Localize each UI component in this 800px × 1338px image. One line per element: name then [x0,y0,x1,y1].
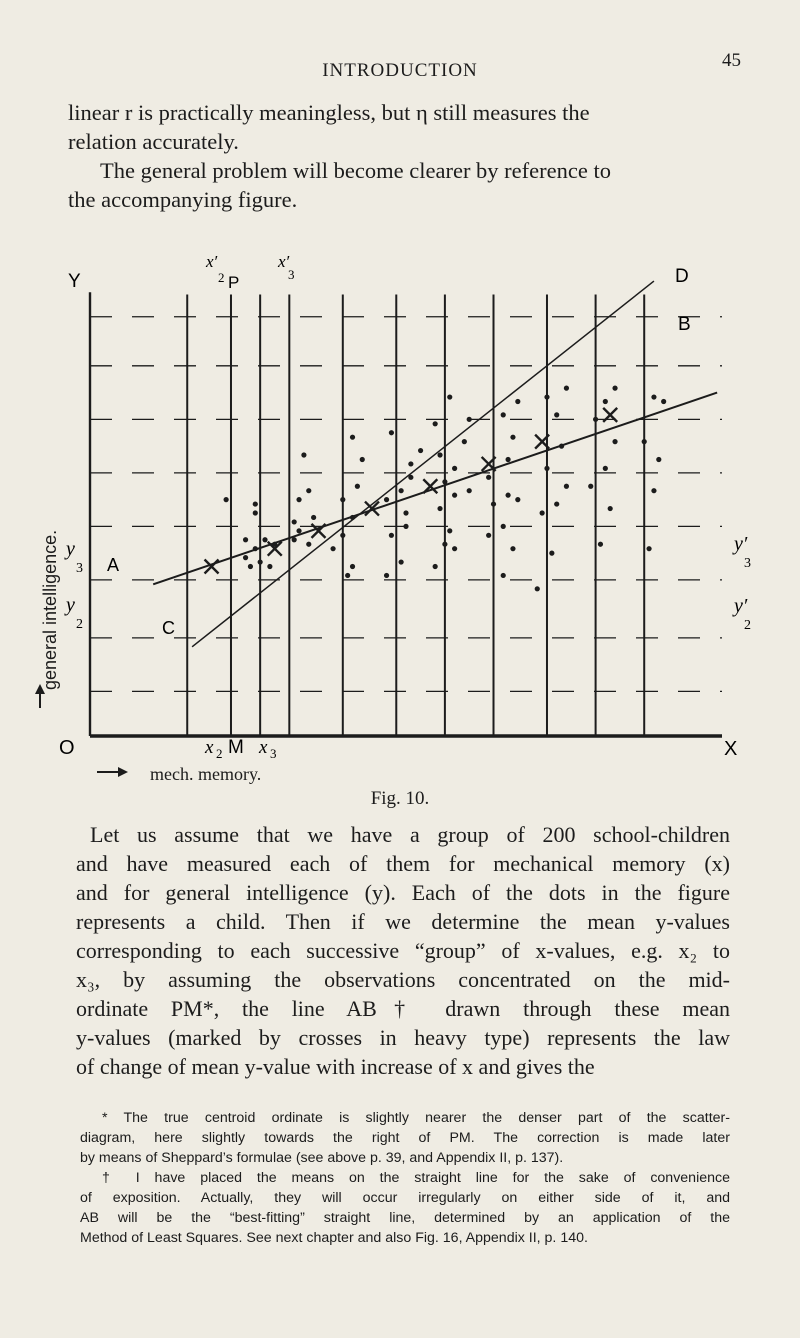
data-point [612,439,617,444]
footnote-means [80,1168,730,1248]
regression-line-group [153,281,717,647]
data-point [437,452,442,457]
data-point [544,466,549,471]
text-line: relation accurately. [68,129,239,154]
data-point [549,551,554,556]
footnote-line: diagram, here slightly towards the right of PM. The correction is made later [80,1130,730,1146]
data-point [452,466,457,471]
a-label: A [107,555,120,575]
y3-prime-right-label: y′ [734,533,748,555]
data-point [311,515,316,520]
data-point [296,497,301,502]
data-point [588,484,593,489]
data-point [399,559,404,564]
data-point [452,493,457,498]
data-point [340,533,345,538]
data-point [505,493,510,498]
text-line: the accompanying figure. [68,187,298,212]
data-point [408,461,413,466]
intro-paragraph [68,98,730,214]
footnote-centroid [80,1108,730,1168]
data-point [505,457,510,462]
data-point [462,439,467,444]
data-point [433,564,438,569]
text-line: of change of mean y-value with increase of x and gives the [76,1054,595,1079]
data-point [418,448,423,453]
data-point [306,542,311,547]
data-point [253,510,258,515]
x-axis-arrow [97,767,128,777]
data-point [651,394,656,399]
data-point [515,497,520,502]
data-point [593,417,598,422]
data-point [501,524,506,529]
footnotes [80,1108,730,1248]
data-point [399,488,404,493]
x3-label: x [259,737,268,758]
body-paragraph [76,820,730,1081]
x2-prime-subscript: 2 [218,270,225,285]
data-point [656,457,661,462]
text-line: The general problem will become clearer by reference to [100,158,611,183]
x2-prime-label: x′ [206,252,218,271]
data-point [267,564,272,569]
data-point [330,546,335,551]
data-point [258,559,263,564]
data-point [510,546,515,551]
data-point [467,417,472,422]
data-point [447,528,452,533]
y3-prime-right-subscript: 3 [744,556,751,571]
data-point [403,524,408,529]
data-point [559,444,564,449]
data-point [248,564,253,569]
data-point [603,399,608,404]
text-line: represents a child. Then if we determine the mean y-values [76,909,730,934]
m-label: M [228,737,244,758]
data-point [540,510,545,515]
data-point [253,501,258,506]
y-axis-title-arrow [35,684,45,708]
data-point [296,528,301,533]
data-point [564,484,569,489]
data-point [350,515,355,520]
y2-subscript: 2 [76,617,83,632]
y2-prime-right-subscript: 2 [744,618,751,633]
data-point [442,542,447,547]
data-point [340,497,345,502]
data-point [608,506,613,511]
x-axis-letter: X [724,738,738,760]
data-point [389,430,394,435]
data-point [408,475,413,480]
data-point [486,475,491,480]
data-point [243,537,248,542]
data-point [437,506,442,511]
data-point [603,466,608,471]
data-point [224,497,229,502]
data-point [442,479,447,484]
data-point [389,533,394,538]
data-point [661,399,666,404]
running-header: INTRODUCTION [322,60,478,81]
page-number: 45 [722,50,741,71]
x-axis-title: mech. memory. [150,764,262,784]
data-point [467,488,472,493]
data-point [243,555,248,560]
text-line: and for general intelligence (y). Each of the dots in the figure [76,880,730,905]
text-line: x₃, by assuming the observations concentrated on the mid- [76,967,730,992]
y3-subscript: 3 [76,561,83,576]
data-point [564,386,569,391]
data-point [384,573,389,578]
data-point [345,573,350,578]
footnote-line: † I have placed the means on the straight line for the sake of convenience [102,1170,730,1186]
footnote-line: * The true centroid ordinate is slightly nearer the denser part of the scatter- [102,1110,730,1126]
data-point [598,542,603,547]
y2-prime-right-label: y′ [734,595,748,617]
text-line: y-values (marked by crosses in heavy type) represents the law [76,1025,730,1050]
data-point [486,533,491,538]
line-cd [192,281,654,647]
data-point [554,501,559,506]
data-point [651,488,656,493]
p-label: P [228,273,240,292]
data-point [515,399,520,404]
y-axis-letter: Y [68,271,81,292]
footnote-line: of exposition. Actually, they will occur irregularly on either side of it, and [80,1190,730,1206]
data-point [253,546,258,551]
data-point [262,537,267,542]
data-point [384,497,389,502]
book-page: INTRODUCTION 45 linear r is practically meaningless, but η still measures the relation accurately. The general problem will become clearer by reference to the accompanying figure. general intelligence. Y O X x′ 2 P x′ 3 D B A C y 3 y 2 y′ 3 y′ 2 x 2 M x 3 mech. memory. Fig. 10. Let us assume that we have a group of 200 school-children and have measured each of them for mechanical memory (x) and for general intelligence (y). Each of the dots in the figure represents a child. Then if we determine the mean y-values corresponding to each successive “group” of x-values, e.g. x₂ to x₃, by assuming the observations concentrated on the mid- ordinate PM*, the line AB† drawn through these mean y-values (marked by crosses in heavy type) represents the law of change of mean y-value with increase of x and gives the * The true centroid ordinate is slightly nearer the denser part of the scatter- diagram, here slightly towards the right of PM. The correction is made later by means of Sheppard’s formulae (see above p. 39, and Appendix II, p. 137). † I have placed the means on the straight line for the sake of convenience of exposition. Actually, they will occur irregularly on either side of it, and AB will be the “best-fitting” straight line, determined by an application of the Method of Least Squares. See next chapter and also Fig. 16, Appendix II, p. 140. [0,0,800,1338]
data-point [360,457,365,462]
data-point [292,537,297,542]
data-point [350,435,355,440]
footnote-line: by means of Sheppard’s formulae (see above p. 39, and Appendix II, p. 137). [80,1150,564,1166]
footnote-line: AB will be the “best-fitting” straight line, determined by an application of the [80,1210,730,1226]
figure-caption: Fig. 10. [370,788,430,809]
data-point [292,519,297,524]
d-label: D [675,266,689,287]
x3-prime-label: x′ [278,252,290,271]
data-point [501,573,506,578]
y2-label: y [66,594,75,616]
data-point [612,386,617,391]
text-line: ordinate PM*, the line AB† drawn through these mean [76,996,730,1021]
c-label: C [162,618,175,638]
text-line: Let us assume that we have a group of 200 school-children [90,822,730,847]
origin-label: O [59,737,75,759]
data-point [433,421,438,426]
data-point [306,488,311,493]
x2-label: x [205,737,214,758]
text-line: and have measured each of them for mechanical memory (x) [76,851,730,876]
data-point [491,501,496,506]
data-point [301,452,306,457]
mean-crosses [205,408,618,574]
data-point [544,394,549,399]
scatter-diagram [0,250,800,790]
data-point [642,439,647,444]
data-point [350,564,355,569]
data-point [447,394,452,399]
b-label: B [678,314,691,335]
data-point [355,484,360,489]
data-point [452,546,457,551]
data-point [554,412,559,417]
footnote-line: Method of Least Squares. See next chapter and also Fig. 16, Appendix II, p. 140. [80,1230,588,1246]
data-point [501,412,506,417]
x3-prime-subscript: 3 [288,267,295,282]
x2-subscript: 2 [216,746,223,761]
x3-subscript: 3 [270,746,277,761]
data-point [510,435,515,440]
text-line: corresponding to each successive “group” of x-values, e.g. x₂ to [76,938,730,963]
data-point [535,586,540,591]
y3-label: y [66,538,75,560]
data-point [646,546,651,551]
data-point [403,510,408,515]
text-line: linear r is practically meaningless, but η still measures the [68,100,590,125]
